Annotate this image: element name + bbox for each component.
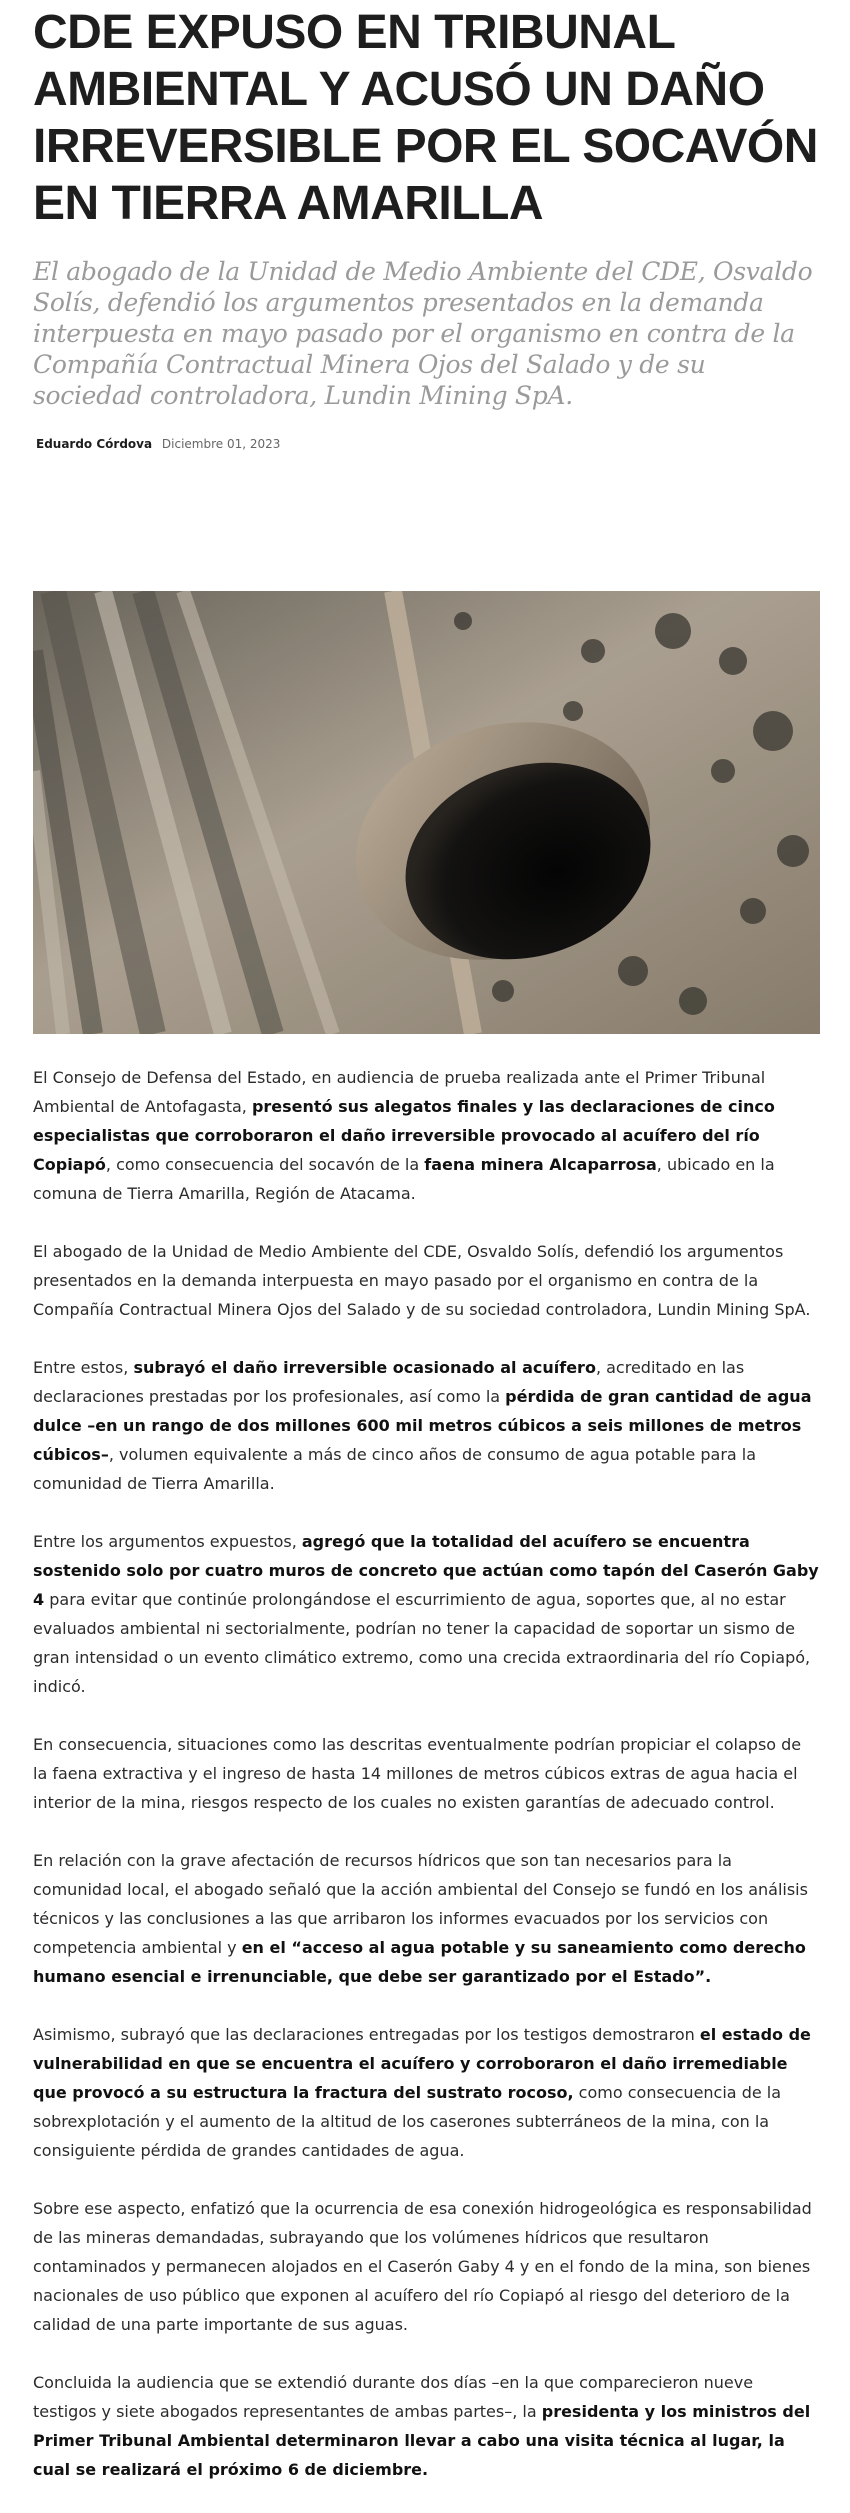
article-paragraph bbox=[33, 2368, 820, 2484]
text-run: para evitar que continúe prolongándose el escurrimiento de agua, soportes que, al no estar evaluados ambiental ni sectorialmente, podrían no tener la capacidad de soportar un sismo de gran intensidad o un evento climático extremo, como una crecida extraordinaria del río Copiapó, indicó. bbox=[33, 1590, 811, 1696]
article-paragraph bbox=[33, 1353, 820, 1498]
text-run: Entre los argumentos expuestos, bbox=[33, 1532, 302, 1551]
article-paragraph bbox=[33, 2020, 820, 2165]
sinkhole-aerial-photo bbox=[33, 591, 820, 1034]
text-run: En consecuencia, situaciones como las descritas eventualmente podrían propiciar el colapso de la faena extractiva y el ingreso de hasta 14 millones de metros cúbicos extras de agua hacia el interior de la mina, riesgos respecto de los cuales no existen garantías de adecuado control. bbox=[33, 1735, 802, 1812]
text-run: El abogado de la Unidad de Medio Ambiente del CDE, Osvaldo Solís, defendió los argumentos presentados en la demanda interpuesta en mayo pasado por el organismo en contra de la Compañía Contractual Minera Ojos del Salado y de su sociedad controladora, Lundin Mining SpA. bbox=[33, 1242, 811, 1319]
text-run: , como consecuencia del socavón de la bbox=[105, 1155, 425, 1174]
bold-text: pérdida de gran cantidad de agua dulce –en un rango de dos millones 600 mil metros cúbicos a seis millones de metros cúbicos– bbox=[33, 1387, 812, 1464]
text-run: El Consejo de Defensa del Estado, en audiencia de prueba realizada ante el Primer Tribunal Ambiental de Antofagasta, bbox=[33, 1068, 766, 1116]
article-paragraph bbox=[33, 1237, 820, 1324]
text-run: Sobre ese aspecto, enfatizó que la ocurrencia de esa conexión hidrogeológica es responsabilidad de las mineras demandadas, subrayando que los volúmenes hídricos que resultaron contaminados y permanecen alojados en el Caserón Gaby 4 y en el fondo de la mina, son bienes nacionales de uso público que exponen al acuífero del río Copiapó al riesgo del deterioro de la calidad de una parte importante de sus aguas. bbox=[33, 2199, 812, 2334]
article bbox=[33, 0, 820, 2479]
bold-text: presidenta y los ministros del Primer Tribunal Ambiental determinaron llevar a cabo una visita técnica al lugar, la cual se realizará el próximo 6 de diciembre. bbox=[33, 2402, 811, 2479]
article-paragraph bbox=[33, 1846, 820, 1991]
bold-text: el estado de vulnerabilidad en que se encuentra el acuífero y corroboraron el daño irremediable que provocó a su estructura la fractura del sustrato rocoso, bbox=[33, 2025, 811, 2102]
text-run: Concluida la audiencia que se extendió durante dos días –en la que comparecieron nueve testigos y siete abogados representantes de ambas partes–, la bbox=[33, 2373, 754, 2421]
byline bbox=[33, 437, 820, 451]
text-run: , ubicado en la comuna de Tierra Amarilla, Región de Atacama. bbox=[33, 1155, 775, 1203]
text-run: , acreditado en las declaraciones prestadas por los profesionales, así como la bbox=[33, 1358, 745, 1406]
article-paragraph bbox=[33, 1730, 820, 1817]
bold-text: subrayó el daño irreversible ocasionado al acuífero bbox=[133, 1358, 596, 1377]
hero-image bbox=[33, 591, 820, 1034]
text-run: En relación con la grave afectación de recursos hídricos que son tan necesarios para la comunidad local, el abogado señaló que la acción ambiental del Consejo se fundó en los análisis técnicos y las conclusiones a las que arribaron los informes evacuados por los servicios con competencia ambiental y bbox=[33, 1851, 808, 1957]
bold-text: faena minera Alcaparrosa bbox=[424, 1155, 657, 1174]
article-paragraph bbox=[33, 2194, 820, 2339]
bold-text: agregó que la totalidad del acuífero se encuentra sostenido solo por cuatro muros de concreto que actúan como tapón del Caserón Gaby 4 bbox=[33, 1532, 819, 1609]
article-paragraph bbox=[33, 1527, 820, 1701]
text-run: como consecuencia de la sobrexplotación y el aumento de la altitud de los caserones subterráneos de la mina, con la consiguiente pérdida de grandes cantidades de agua. bbox=[33, 2083, 782, 2160]
bold-text: en el “acceso al agua potable y su saneamiento como derecho humano esencial e irrenunciable, que debe ser garantizado por el Estado”. bbox=[33, 1938, 806, 1986]
article-subtitle: El abogado de la Unidad de Medio Ambiente del CDE, Osvaldo Solís, defendió los argumentos presentados en la demanda interpuesta en mayo pasado por el organismo en contra de la Compañía Contractual Minera Ojos del Salado y de su sociedad controladora, Lundin Mining SpA. bbox=[33, 257, 813, 410]
text-run: Asimismo, subrayó que las declaraciones entregadas por los testigos demostraron bbox=[33, 2025, 700, 2044]
publish-date: Diciembre 01, 2023 bbox=[161, 437, 281, 451]
text-run: , volumen equivalente a más de cinco años de consumo de agua potable para la comunidad de Tierra Amarilla. bbox=[33, 1445, 757, 1493]
article-title: CDE EXPUSO EN TRIBUNAL AMBIENTAL Y ACUSÓ UN DAÑO IRREVERSIBLE POR EL SOCAVÓN EN TIERRA AMARILLA bbox=[33, 6, 818, 230]
text-run: Entre estos, bbox=[33, 1358, 134, 1377]
article-body bbox=[33, 1063, 820, 2513]
article-paragraph bbox=[33, 1063, 820, 1208]
bold-text: presentó sus alegatos finales y las declaraciones de cinco especialistas que corroboraron el daño irreversible provocado al acuífero del río Copiapó bbox=[33, 1097, 775, 1174]
author-link[interactable]: Eduardo Córdova bbox=[36, 437, 153, 451]
